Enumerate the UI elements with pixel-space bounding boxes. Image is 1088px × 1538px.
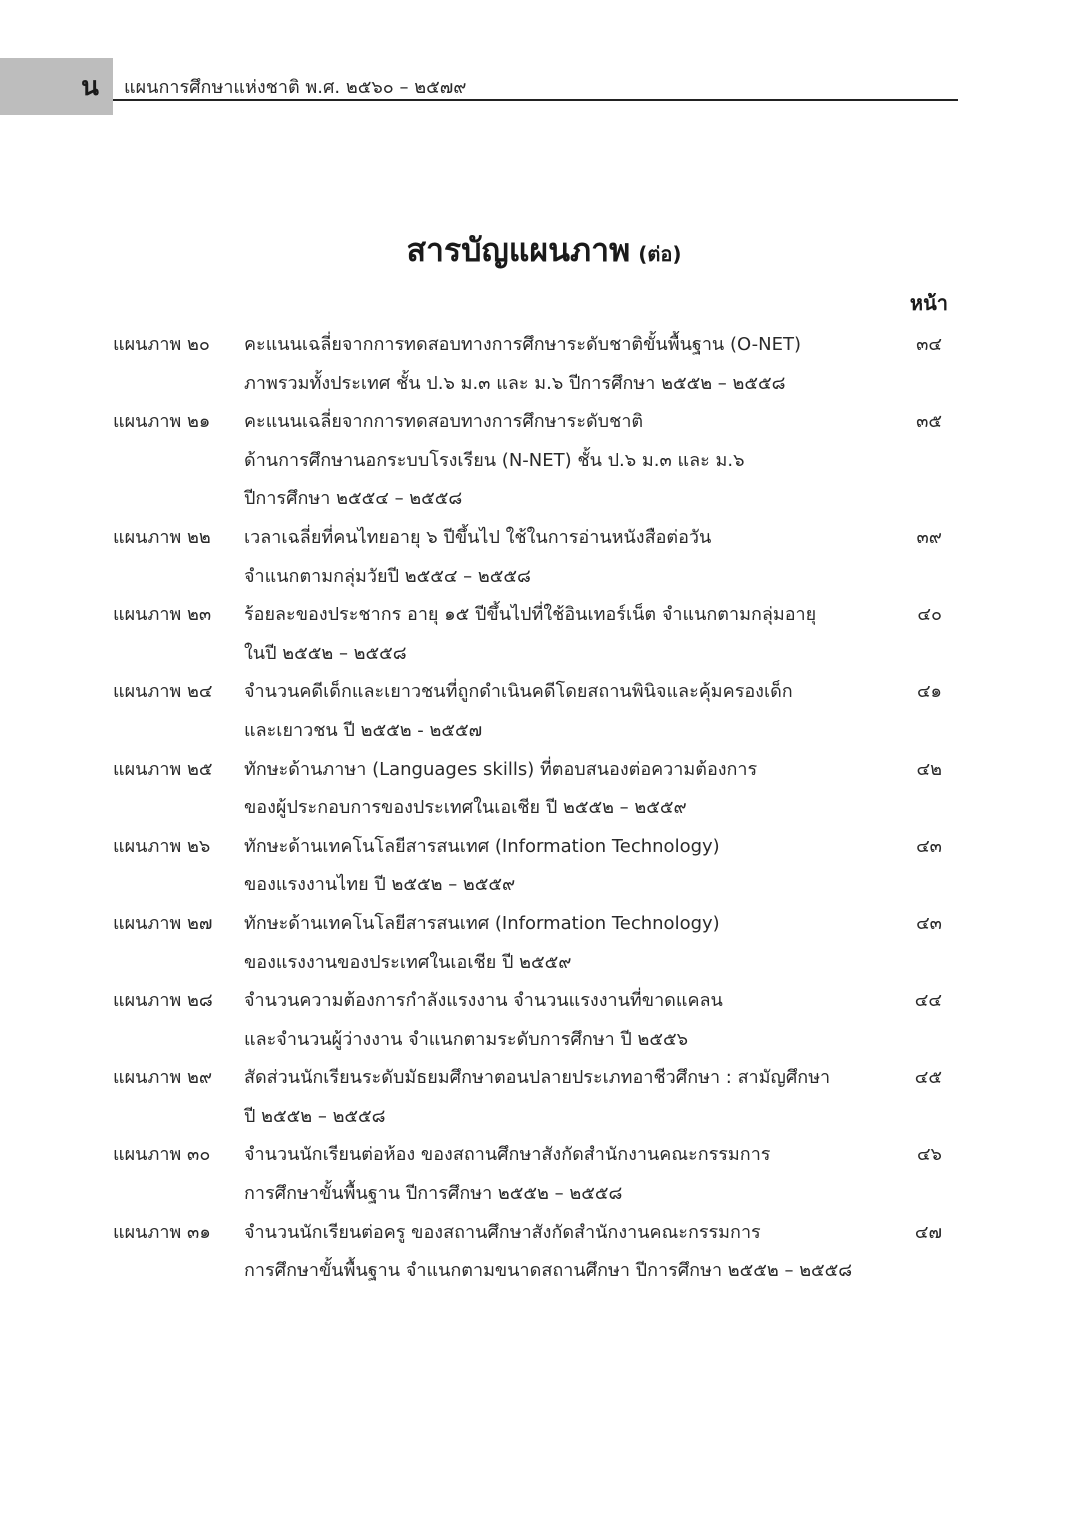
entry-page-number: ๔๓ — [916, 912, 942, 934]
entry-title — [244, 596, 904, 673]
list-item — [0, 982, 1088, 1059]
entry-label: แผนภาพ ๒๔ — [113, 681, 213, 703]
list-item — [0, 596, 1088, 673]
page-letter: น — [81, 72, 99, 102]
entry-label: แผนภาพ ๒๘ — [113, 990, 213, 1012]
page-title — [0, 225, 1088, 276]
list-item — [0, 1059, 1088, 1136]
entry-title-line: จำนวนความต้องการกำลังแรงงาน จำนวนแรงงานที่ขาดแคลน — [244, 990, 723, 1012]
entry-page-number: ๔๑ — [916, 681, 942, 703]
entry-label: แผนภาพ ๒๑ — [113, 411, 211, 433]
page-column-label: หน้า — [909, 291, 948, 315]
entry-title-line: และเยาวชน ปี ๒๕๕๒ - ๒๕๕๗ — [244, 719, 483, 741]
entry-page-number: ๔๐ — [917, 604, 942, 626]
entry-title-line: ปี ๒๕๕๒ – ๒๕๕๘ — [244, 1105, 386, 1127]
entry-title-line: ด้านการศึกษานอกระบบโรงเรียน (N-NET) ชั้น ป.๖ ม.๓ และ ม.๖ — [244, 449, 745, 471]
entry-page-number: ๓๔ — [916, 334, 942, 355]
entry-title-line: เวลาเฉลี่ยที่คนไทยอายุ ๖ ปีขึ้นไป ใช้ในการอ่านหนังสือต่อวัน — [244, 526, 712, 548]
entry-title-line: จำนวนนักเรียนต่อห้อง ของสถานศึกษาสังกัดสำนักงานคณะกรรมการ — [244, 1144, 771, 1166]
entry-title-line: สัดส่วนนักเรียนระดับมัธยมศึกษาตอนปลายประเภทอาชีวศึกษา : สามัญศึกษา — [244, 1067, 831, 1089]
running-header: แผนการศึกษาแห่งชาติ พ.ศ. ๒๕๖๐ – ๒๕๗๙ — [124, 77, 467, 98]
entry-title-line: ของแรงงานของประเทศในเอเชีย ปี ๒๕๕๙ — [244, 951, 572, 973]
entry-title-line: จำนวนคดีเด็กและเยาวชนที่ถูกดำเนินคดีโดยสถานพินิจและคุ้มครองเด็ก — [244, 681, 793, 703]
entry-label: แผนภาพ ๓๑ — [113, 1221, 211, 1243]
entry-page-number: ๓๙ — [916, 526, 942, 548]
entry-title — [244, 519, 904, 596]
figure-list — [0, 326, 1088, 1291]
entry-title-line: การศึกษาขั้นพื้นฐาน ปีการศึกษา ๒๕๕๒ – ๒๕๕๘ — [244, 1183, 623, 1205]
list-item — [0, 519, 1088, 596]
entry-title-line: ทักษะด้านเทคโนโลยีสารสนเทศ (Information Technology) — [244, 835, 720, 857]
list-item — [0, 905, 1088, 982]
entry-title-line: ของแรงงานไทย ปี ๒๕๕๒ – ๒๕๕๙ — [244, 874, 516, 896]
entry-title-line: ในปี ๒๕๕๒ – ๒๕๕๘ — [244, 642, 407, 664]
entry-title-line: ร้อยละของประชากร อายุ ๑๕ ปีขึ้นไปที่ใช้อินเทอร์เน็ต จำแนกตามกลุ่มอายุ — [244, 604, 817, 626]
list-item — [0, 326, 1088, 403]
entry-title — [244, 673, 904, 750]
entry-title-line: ภาพรวมทั้งประเทศ ชั้น ป.๖ ม.๓ และ ม.๖ ปีการศึกษา ๒๕๕๒ – ๒๕๕๘ — [244, 372, 786, 394]
entry-page-number: ๔๖ — [916, 1144, 942, 1166]
entry-page-number: ๓๕ — [916, 411, 942, 433]
entry-title — [244, 1136, 904, 1213]
entry-label: แผนภาพ ๒๐ — [113, 334, 210, 355]
entry-page-number: ๔๗ — [914, 1221, 942, 1243]
entry-title — [244, 326, 904, 403]
entry-title-line: ทักษะด้านภาษา (Languages skills) ที่ตอบสนองต่อความต้องการ — [244, 758, 758, 780]
entry-title — [244, 905, 904, 982]
entry-label: แผนภาพ ๒๒ — [113, 526, 211, 548]
entry-label: แผนภาพ ๒๗ — [113, 912, 213, 934]
entry-title-line: ของผู้ประกอบการของประเทศในเอเชีย ปี ๒๕๕๒ – ๒๕๕๙ — [244, 797, 687, 819]
entry-title-line: การศึกษาขั้นพื้นฐาน จำแนกตามขนาดสถานศึกษา ปีการศึกษา ๒๕๕๒ – ๒๕๕๘ — [244, 1260, 853, 1282]
entry-title-line: และจำนวนผู้ว่างงาน จำแนกตามระดับการศึกษา ปี ๒๕๕๖ — [244, 1028, 689, 1050]
list-item — [0, 1136, 1088, 1213]
list-item — [0, 403, 1088, 519]
list-item — [0, 673, 1088, 750]
title-continued: (ต่อ) — [638, 242, 682, 266]
entry-title-line: ทักษะด้านเทคโนโลยีสารสนเทศ (Information Technology) — [244, 912, 720, 934]
entry-title — [244, 751, 904, 828]
entry-page-number: ๔๒ — [916, 758, 942, 780]
entry-label: แผนภาพ ๓๐ — [113, 1144, 211, 1166]
entry-title-line: จำนวนนักเรียนต่อครู ของสถานศึกษาสังกัดสำนักงานคณะกรรมการ — [244, 1221, 761, 1243]
list-item — [0, 828, 1088, 905]
list-item — [0, 1214, 1088, 1291]
entry-label: แผนภาพ ๒๓ — [113, 604, 212, 626]
list-item — [0, 751, 1088, 828]
entry-page-number: ๔๕ — [914, 1067, 942, 1089]
entry-title — [244, 1214, 904, 1291]
entry-title-line: คะแนนเฉลี่ยจากการทดสอบทางการศึกษาระดับชาติ — [244, 411, 644, 433]
entry-label: แผนภาพ ๒๙ — [113, 1067, 213, 1089]
entry-label: แผนภาพ ๒๖ — [113, 835, 211, 857]
entry-page-number: ๔๓ — [916, 835, 942, 857]
entry-title-line: ปีการศึกษา ๒๕๕๔ – ๒๕๕๘ — [244, 488, 463, 510]
title-main: สารบัญแผนภาพ — [406, 231, 631, 269]
entry-page-number: ๔๔ — [914, 990, 942, 1012]
entry-title-line: คะแนนเฉลี่ยจากการทดสอบทางการศึกษาระดับชาติขั้นพื้นฐาน (O-NET) — [244, 334, 801, 355]
entry-title — [244, 1059, 904, 1136]
entry-title — [244, 982, 904, 1059]
entry-label: แผนภาพ ๒๕ — [113, 758, 213, 780]
entry-title-line: จำแนกตามกลุ่มวัยปี ๒๕๕๔ – ๒๕๕๘ — [244, 565, 531, 587]
header-rule — [113, 99, 958, 101]
entry-title — [244, 403, 904, 519]
entry-title — [244, 828, 904, 905]
